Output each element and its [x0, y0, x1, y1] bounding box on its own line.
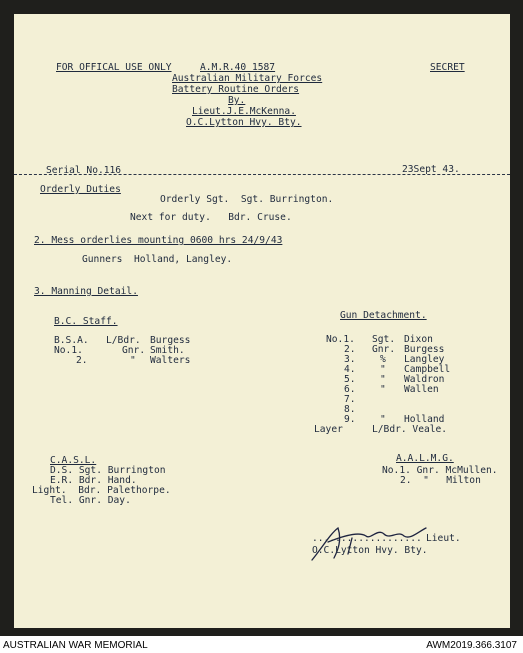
casl-row: D.S. Sgt. Burrington [50, 465, 166, 476]
gun-no: 6. [344, 384, 356, 395]
gun-no: 4. [344, 364, 356, 375]
gun-no: 5. [344, 374, 356, 385]
document-title: Battery Routine Orders [172, 84, 300, 95]
bc-staff-heading: B.C. Staff. [54, 316, 118, 327]
casl-row: Light. Bdr. Palethorpe. [32, 485, 171, 496]
mess-heading: 2. Mess orderlies mounting 0600 hrs 24/9/43 [34, 235, 283, 246]
casl-row: E.R. Bdr. Hand. [50, 475, 137, 486]
document-page [14, 14, 510, 628]
gun-name: Dixon [404, 334, 433, 345]
bc-name: Walters [150, 355, 191, 366]
footer [0, 639, 523, 653]
gun-name: Burgess [404, 344, 445, 355]
gun-no: No.1. [326, 334, 355, 345]
amr-reference: A.M.R.40 1587 [200, 62, 276, 73]
gun-no: 3. [344, 354, 356, 365]
serial-number: Serial No.116 [46, 165, 122, 176]
archive-reference: AWM2019.366.3107 [426, 640, 517, 651]
casl-row: Tel. Gnr. Day. [50, 495, 131, 506]
bc-rank: " [130, 355, 136, 366]
orderly-heading: Orderly Duties [40, 184, 121, 195]
gun-no: 9. [344, 414, 356, 425]
signature-rank: Lieut. [426, 533, 461, 544]
gun-no: 8. [344, 404, 356, 415]
gun-rank: % [380, 354, 386, 365]
gun-name: Wallen [404, 384, 439, 395]
gun-detachment-heading: Gun Detachment. [340, 310, 427, 321]
order-date: 23Sept 43. [402, 164, 460, 175]
classification: SECRET [430, 62, 465, 73]
gun-name: Campbell [404, 364, 451, 375]
aalmg-row: No.1. Gnr. McMullen. [382, 465, 498, 476]
bc-post: 2. [76, 355, 88, 366]
layer-label: Layer [314, 424, 343, 435]
gun-no: 7. [344, 394, 356, 405]
aalmg-heading: A.A.L.M.G. [396, 453, 454, 464]
use-restriction: FOR OFFICAL USE ONLY [56, 62, 172, 73]
bc-rank: L/Bdr. [106, 335, 141, 346]
gun-rank: " [380, 384, 386, 395]
bc-name: Burgess [150, 335, 191, 346]
orderly-sgt: Orderly Sgt. Sgt. Burrington. [160, 194, 334, 205]
casl-heading: C.A.S.L. [50, 455, 97, 466]
archive-name: AUSTRALIAN WAR MEMORIAL [3, 640, 148, 651]
bc-post: No.1. [54, 345, 83, 356]
gun-rank: " [380, 414, 386, 425]
bc-name: Smith. [150, 345, 185, 356]
signature-dots: ................... [312, 533, 422, 544]
gun-name: Waldron [404, 374, 445, 385]
gun-rank: " [380, 364, 386, 375]
gun-rank: Sgt. [372, 334, 396, 345]
aalmg-row: 2. " Milton [400, 475, 481, 486]
gun-name: Holland [404, 414, 445, 425]
next-for-duty: Next for duty. Bdr. Cruse. [130, 212, 292, 223]
divider [14, 174, 510, 175]
layer-value: L/Bdr. Veale. [372, 424, 448, 435]
gun-no: 2. [344, 344, 356, 355]
bc-post: B.S.A. [54, 335, 89, 346]
unit-line: O.C.Lytton Hvy. Bty. [186, 117, 302, 128]
gun-rank: " [380, 374, 386, 385]
issuing-officer: Lieut.J.E.McKenna. [192, 106, 296, 117]
mess-gunners: Gunners Holland, Langley. [82, 254, 233, 265]
manning-heading: 3. Manning Detail. [34, 286, 138, 297]
gun-name: Langley [404, 354, 445, 365]
gun-rank: Gnr. [372, 344, 396, 355]
organisation: Australian Military Forces [172, 73, 323, 84]
signature-unit: O.C.Lytton Hvy. Bty. [312, 545, 428, 556]
bc-rank: Gnr. [122, 345, 146, 356]
by-line: By. [228, 95, 246, 106]
